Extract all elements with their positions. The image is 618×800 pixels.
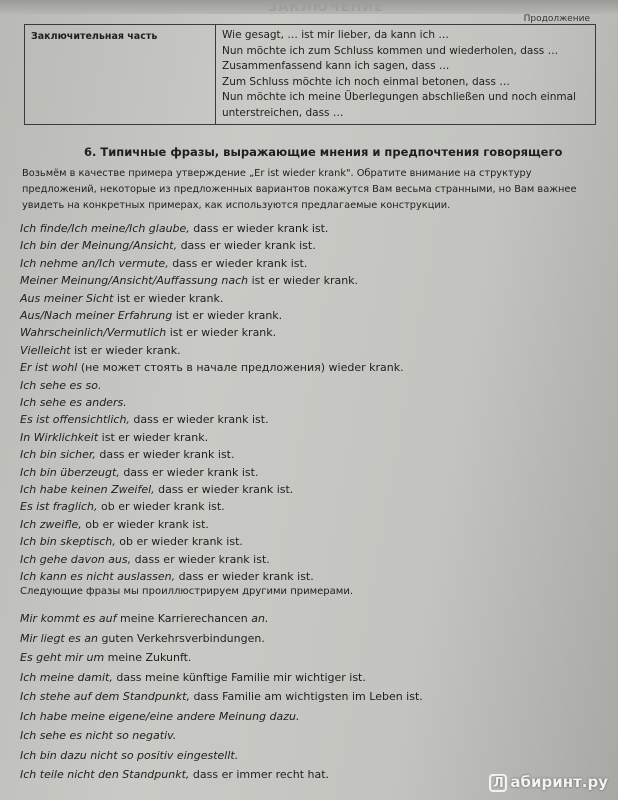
example-lead: Es ist fraglich, — [20, 500, 98, 514]
example-lead: Wahrscheinlich/Vermutlich — [20, 326, 167, 340]
example-line — [20, 257, 307, 270]
example-rest: ist er wieder krank. — [248, 274, 359, 288]
example-lead: Ich sehe es so. — [20, 378, 102, 392]
example-lead: Ich nehme an/Ich vermute, — [20, 256, 169, 270]
example2-part-b: meine Karrierechancen — [116, 612, 252, 625]
watermark-text: абиринт.ру — [510, 773, 608, 791]
example-line — [20, 396, 127, 409]
example-line — [20, 379, 101, 392]
example2-part-a: Ich sehe es nicht so negativ. — [20, 729, 177, 742]
example2-part-a: Ich habe meine eigene/eine andere Meinung dazu. — [20, 709, 300, 723]
example2-line — [20, 612, 269, 625]
example2-part-b: guten Verkehrsverbindungen. — [97, 631, 265, 645]
example-line — [20, 431, 208, 444]
example-line — [20, 222, 328, 235]
example-line — [20, 413, 269, 426]
example-rest: ob er wieder krank ist. — [115, 535, 243, 549]
phrase-line: Nun möchte ich zum Schluss kommen und wiederholen, dass … — [222, 44, 559, 57]
example-line — [20, 483, 293, 496]
example2-line — [20, 729, 176, 742]
example-line — [20, 239, 316, 252]
example-rest: dass er wieder krank ist. — [189, 222, 329, 235]
example-line — [20, 518, 209, 531]
examples2-lead: Следующие фразы мы проиллюстрируем другими примерами. — [20, 586, 354, 597]
example-line — [20, 361, 404, 374]
example2-line — [20, 651, 191, 664]
example-lead: Es ist offensichtlich, — [20, 413, 130, 427]
example-rest: ob er wieder krank ist. — [81, 517, 209, 531]
watermark — [489, 773, 608, 792]
example-lead: Ich bin der Meinung/Ansicht, — [20, 239, 178, 253]
example-line — [20, 326, 276, 339]
example-lead: Aus meiner Sicht — [20, 291, 114, 305]
continuation-label: Продолжение — [523, 14, 590, 24]
phrase-cell — [216, 25, 596, 125]
example-line — [20, 500, 225, 513]
example-lead: Ich sehe es anders. — [20, 396, 127, 409]
example2-part-b: dass Familie am wichtigsten im Leben ist. — [189, 690, 423, 703]
example2-part-b: dass meine künftige Familie mir wichtiger ist. — [112, 670, 366, 684]
example2-part-a: Ich teile nicht den Standpunkt, — [20, 768, 190, 781]
example-line — [20, 344, 181, 357]
example-rest: dass er wieder krank ist. — [177, 239, 316, 253]
example-rest: dass er wieder krank ist. — [129, 413, 269, 427]
section-title: 6. Типичные фразы, выражающие мнения и предпочтения говорящего — [84, 145, 563, 159]
phrase-line: Zum Schluss möchte ich noch einmal betonen, dass … — [222, 75, 510, 88]
example-line — [20, 448, 234, 461]
example2-part-a: Es geht mir um — [20, 651, 105, 664]
example-lead: Ich habe keinen Zweifel, — [20, 483, 155, 496]
example-line — [20, 292, 223, 305]
example-line — [20, 570, 314, 583]
example-rest: dass er wieder krank ist. — [168, 256, 308, 270]
example2-line — [20, 690, 423, 703]
intro-paragraph: Возьмём в качестве примера утверждение „Er ist wieder krank". Обратите внимание на структуру предложений, некоторые из предложенных вариантов покажутся Вам весьма странными, но Вам важнее увидеть на конкретных примерах, как используются предлагаемые конструкции. — [22, 168, 577, 211]
example-lead: Meiner Meinung/Ansicht/Auffassung nach — [20, 274, 249, 288]
example-rest: dass er wieder krank ist. — [175, 570, 314, 583]
example2-part-a: Ich bin dazu nicht so positiv eingestellt. — [20, 748, 239, 762]
example2-line — [20, 710, 300, 723]
example2-part-a: Ich meine damit, — [20, 670, 113, 684]
example-lead: In Wirklichkeit — [20, 430, 99, 444]
example2-part-b: meine Zukunft. — [104, 651, 192, 664]
example-rest: (не может стоять в начале предложения) wieder krank. — [77, 361, 404, 375]
phrase-line: unterstreichen, dass … — [222, 106, 344, 119]
example-lead: Ich bin skeptisch, — [20, 535, 116, 549]
example-rest: ist er wieder krank. — [70, 343, 181, 357]
section-label: Заключительная часть — [25, 25, 216, 125]
phrase-line: Wie gesagt, … ist mir lieber, da kann ich … — [222, 29, 449, 41]
example-lead: Ich zweifle, — [20, 517, 82, 531]
example-rest: ist er wieder krank. — [172, 309, 283, 322]
example-line — [20, 466, 258, 479]
running-head: ЗАКЛЮЧЕНИЕ — [268, 0, 385, 15]
example2-line — [20, 749, 238, 762]
example-lead: Vielleicht — [20, 343, 71, 357]
example2-line — [20, 671, 366, 684]
example2-line — [20, 768, 329, 781]
example-lead: Ich kann es nicht auslassen, — [20, 570, 176, 583]
example-rest: dass er wieder krank ist. — [131, 552, 270, 566]
example-rest: dass er wieder krank ist. — [154, 483, 294, 496]
example-rest: ist er wieder krank. — [113, 291, 224, 305]
example-rest: dass er wieder krank ist. — [95, 448, 235, 462]
example-line — [20, 274, 358, 287]
example-lead: Aus/Nach meiner Erfahrung — [20, 309, 173, 322]
labyrinth-logo-icon: Л — [489, 774, 507, 792]
example2-part-a: Mir liegt es an — [20, 631, 98, 645]
example-rest: dass er wieder krank ist. — [119, 465, 259, 479]
example-line — [20, 309, 282, 322]
phrase-line: Nun möchte ich meine Überlegungen abschließen und noch einmal — [222, 91, 576, 103]
example2-line — [20, 632, 265, 645]
summary-table — [24, 24, 596, 125]
example-line — [20, 553, 270, 566]
example-line — [20, 535, 243, 548]
example-rest: ist er wieder krank. — [166, 326, 277, 340]
example-lead: Ich gehe davon aus, — [20, 552, 132, 566]
phrase-line: Zusammenfassend kann ich sagen, dass … — [222, 60, 450, 72]
example2-part-a: Mir kommt es auf — [20, 612, 117, 625]
example-rest: ob er wieder krank ist. — [97, 500, 225, 514]
example2-part-a: Ich stehe auf dem Standpunkt, — [20, 690, 190, 703]
example2-part-b: dass er immer recht hat. — [189, 768, 330, 781]
example2-part-c: an. — [251, 612, 269, 625]
example-lead: Ich finde/Ich meine/Ich glaube, — [20, 222, 190, 235]
example-lead: Er ist wohl — [20, 361, 78, 375]
example-lead: Ich bin sicher, — [20, 448, 96, 462]
example-rest: ist er wieder krank. — [98, 430, 209, 444]
example-lead: Ich bin überzeugt, — [20, 465, 120, 479]
